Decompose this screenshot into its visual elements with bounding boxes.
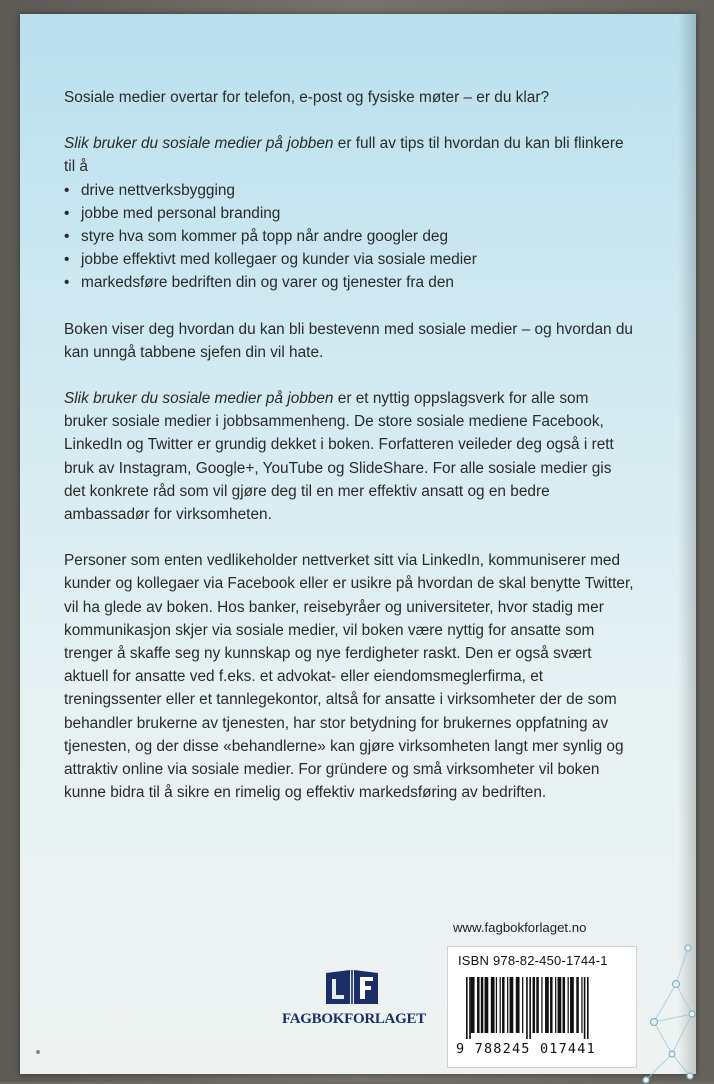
barcode-bar [555, 977, 556, 1033]
tips-list [64, 179, 634, 295]
barcode-bar [536, 977, 539, 1033]
publisher-logo [282, 967, 426, 1037]
publisher-name: FAGBOKFORLAGET [282, 1011, 426, 1027]
barcode-bar [576, 977, 579, 1033]
list-item: • styre hva som kommer på topp når andre googler deg [81, 225, 634, 248]
barcode-bar [471, 977, 475, 1033]
reference-paragraph [64, 387, 634, 526]
list-item: • jobbe effektivt med kollegaer og kunder via sosiale medier [81, 248, 634, 271]
blurb-text [64, 86, 634, 804]
barcode [456, 977, 628, 1039]
barcode-bar [466, 977, 468, 1039]
reference-text: er et nyttig oppslagsverk for alle som bruker sosiale medier i jobbsammenheng. De store sosiale mediene Facebook, LinkedIn og Twitter er grundig dekket i boken. Forfatteren veileder deg også i rett bruk av Instagram, Google+, YouTube og SlideShare. For alle sosiale medier gis det konkrete råd som vil gjøre deg til en mer effektiv ansatt og en bedre ambassadør for virksomheten. [64, 390, 614, 524]
publisher-website: www.fagbokforlaget.no [453, 920, 587, 935]
barcode-bar [550, 977, 553, 1033]
barcode-bar [485, 977, 489, 1033]
barcode-bar [541, 977, 542, 1033]
barcode-bar [568, 977, 569, 1033]
barcode-bar [545, 977, 549, 1033]
barcode-bar [587, 977, 589, 1039]
barcode-bar [481, 977, 484, 1033]
bestevenn-paragraph: Boken viser deg hvordan du kan bli bestevenn med sosiale medier – og hvordan du kan unngå tabbene sjefen din vil hate. [64, 320, 633, 361]
barcode-bar [522, 977, 523, 1033]
barcode-bar [496, 977, 497, 1033]
book-title-italic: Slik bruker du sosiale medier på jobben [64, 135, 334, 153]
barcode-bar [563, 977, 566, 1033]
barcode-bar [510, 977, 514, 1033]
barcode-number: 9 788245 017441 [456, 1041, 596, 1057]
list-item: • drive nettverksbygging [81, 179, 634, 202]
barcode-bar [491, 977, 495, 1033]
audience-paragraph: Personer som enten vedlikeholder nettverket sitt via LinkedIn, kommuniserer med kunder og kollegaer via Facebook eller er usikre på hvordan de skal benytte Twitter, vil ha glede av boken. Hos banker, reisebyråer og universiteter, hvor stadig mer kommunikasjon skjer via sosiale medier, vil boken være nyttig for ansatte som trenger å skaffe seg ny kunnskap og nye ferdigheter raskt. Den er også svært aktuell for ansatte ved f.eks. et advokat- eller eiendomsmeglerfirma, et treningssenter eller et tannlegekontor, altså for ansatte i virksomheter der de som behandler brukerne av tjenesten, har stor betydning for brukernes oppfatning av tjenesten, og der disse «behandlerne» kan gjøre virksomheten langt mer synlig og attraktiv online via sosiale medier. For gründere og små virksomheter vil boken kunne bidra til å sikre en rimelig og effektiv markedsføring av bedriften. [64, 552, 634, 802]
barcode-bar [570, 977, 574, 1033]
barcode-bar [533, 977, 536, 1033]
book-f-icon [322, 967, 382, 1007]
barcode-bar [526, 977, 528, 1039]
cover-edge-shadow [678, 14, 696, 1074]
isbn-text: ISBN 978-82-450-1744-1 [458, 953, 608, 968]
barcode-bar [469, 977, 471, 1039]
barcode-bar [500, 977, 501, 1033]
barcode-bar [529, 977, 531, 1039]
tips-paragraph [64, 132, 634, 178]
barcode-bar [477, 977, 480, 1033]
barcode-label [447, 946, 637, 1068]
list-item: • jobbe med personal branding [81, 202, 634, 225]
intro-paragraph: Sosiale medier overtar for telefon, e-post og fysiske møter – er du klar? [64, 89, 550, 106]
barcode-bar [502, 977, 505, 1033]
barcode-bar [558, 977, 562, 1033]
speck [36, 1050, 40, 1054]
tips-text: er full av tips til hvordan du kan bli flinkere til å [64, 135, 624, 176]
barcode-bar [507, 977, 508, 1033]
book-title-italic: Slik bruker du sosiale medier på jobben [64, 390, 334, 408]
barcode-bar [581, 977, 582, 1033]
list-item: • markedsføre bedriften din og varer og tjenester fra den [81, 271, 634, 294]
barcode-bar [584, 977, 586, 1039]
barcode-bar [516, 977, 520, 1033]
